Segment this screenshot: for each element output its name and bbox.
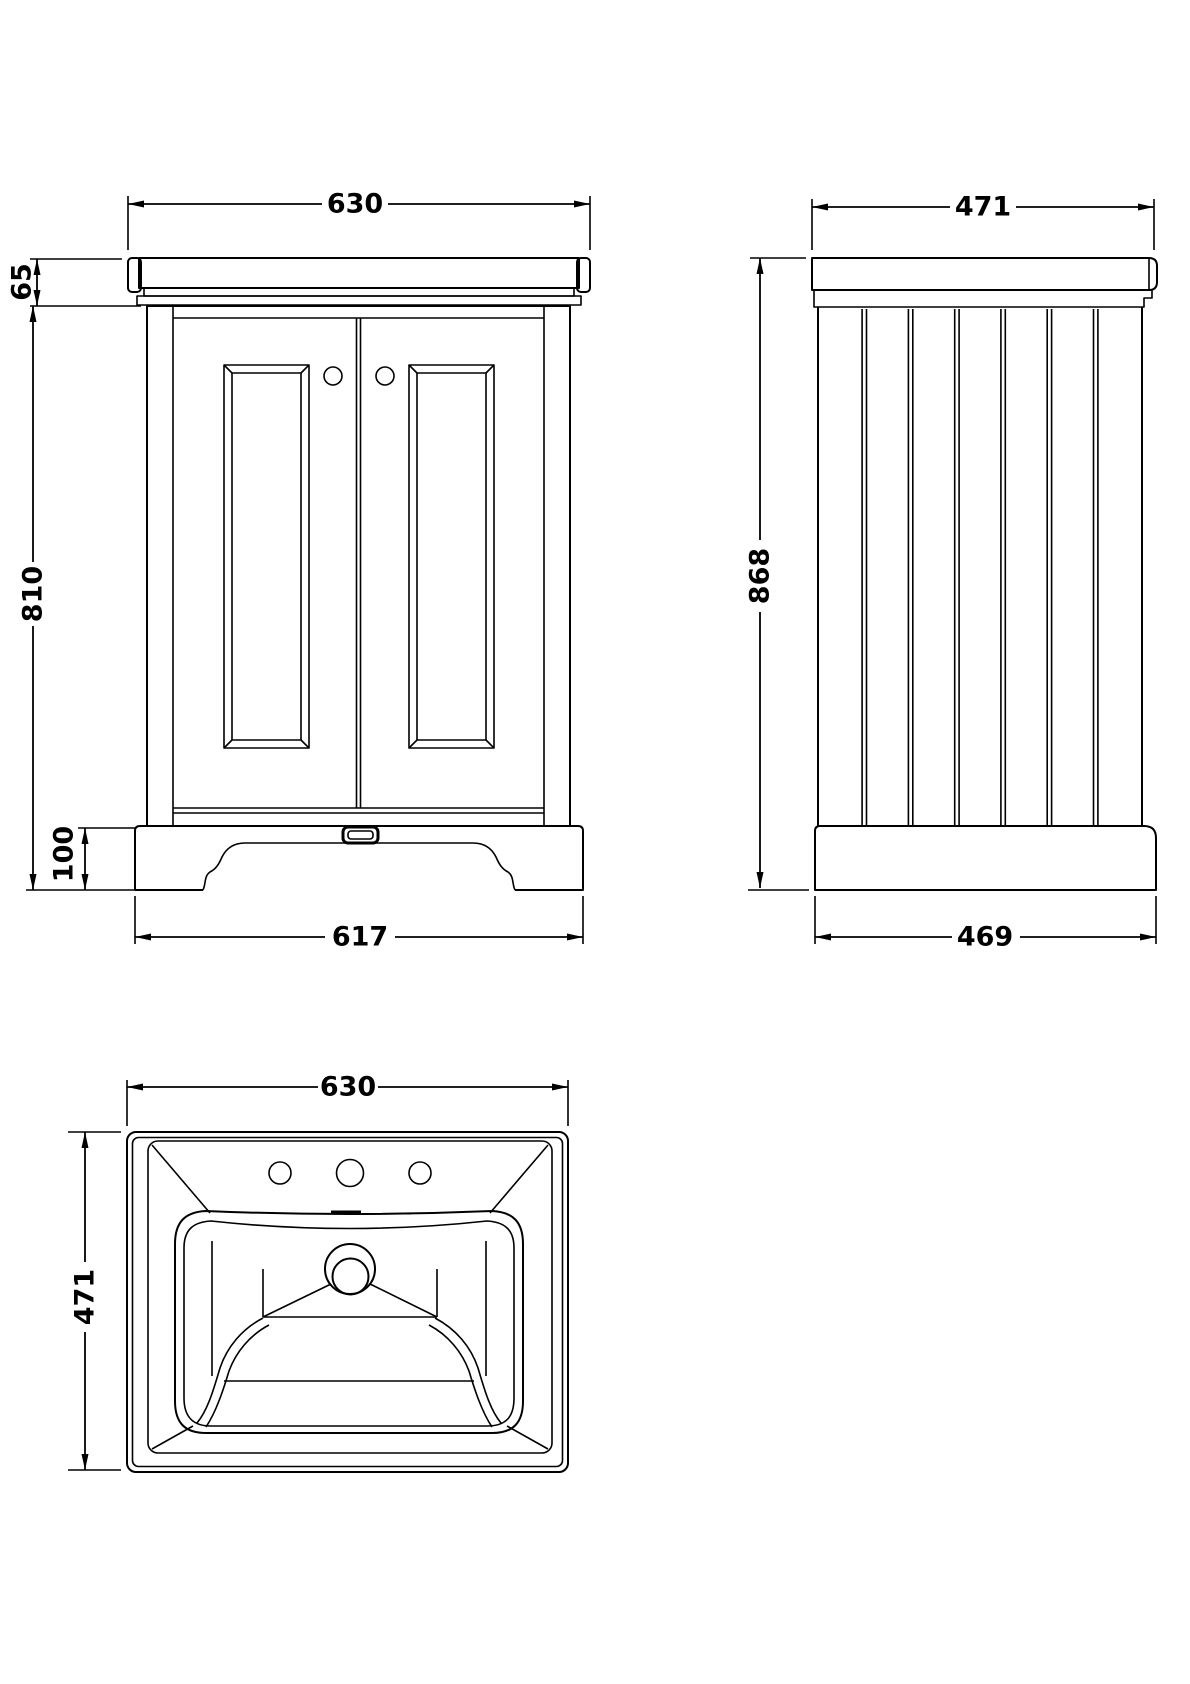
plan-view [68, 1072, 568, 1473]
front-door-left-panel [224, 365, 309, 748]
dim-front-width [128, 189, 590, 251]
dim-front-worktop-height [7, 259, 142, 306]
dim-label-front-plinth-width: 617 [331, 921, 389, 953]
tap-hole-left [269, 1162, 291, 1184]
dim-plan-width [127, 1072, 568, 1127]
dim-label-front-width: 630 [326, 188, 384, 220]
worktop-moulding-upper [144, 288, 574, 296]
door-knob-right [376, 367, 394, 385]
dim-label-side-depth: 471 [954, 191, 1012, 223]
front-door-right-panel [409, 365, 494, 748]
bowl-wall-lines [212, 1241, 486, 1381]
plinth-arch-cutout [203, 843, 515, 890]
drain-hole [333, 1259, 369, 1295]
worktop-moulding-lower [137, 296, 581, 305]
tap-hole-center [337, 1160, 364, 1187]
dim-label-front-worktop-height: 65 [6, 263, 38, 301]
dim-label-side-plinth-depth: 469 [956, 921, 1014, 953]
dim-front-plinth-width [135, 896, 583, 953]
dim-side-plinth-depth [815, 896, 1156, 953]
dim-plan-depth [68, 1132, 121, 1470]
dim-label-front-body-height: 810 [17, 565, 49, 623]
bowl-curve-left [197, 1318, 269, 1427]
dim-side-total-height [745, 258, 810, 890]
drain-slope-lines [263, 1284, 437, 1317]
front-worktop [128, 258, 590, 305]
dim-label-plan-width: 630 [319, 1071, 377, 1103]
basin-bowl [175, 1211, 523, 1433]
dim-label-side-total-height: 868 [744, 547, 776, 605]
dim-front-body-height [18, 306, 136, 890]
front-plinth [135, 826, 583, 890]
dim-label-front-plinth-height: 100 [48, 825, 80, 883]
side-moulding [814, 290, 1152, 307]
dim-front-plinth-height [49, 826, 136, 890]
door-center-gap [357, 318, 361, 808]
door-knob-left [324, 367, 342, 385]
dim-label-plan-depth: 471 [69, 1268, 101, 1326]
tap-holes [269, 1160, 431, 1187]
tap-hole-right [409, 1162, 431, 1184]
side-worktop [812, 258, 1157, 307]
side-plinth [815, 826, 1156, 890]
door-rails [173, 318, 544, 813]
front-view [7, 189, 591, 953]
side-view [745, 192, 1158, 953]
side-panel-planks [818, 307, 1142, 826]
bowl-curve-right [429, 1318, 501, 1427]
front-cabinet [147, 306, 570, 826]
dim-side-depth [812, 192, 1154, 251]
